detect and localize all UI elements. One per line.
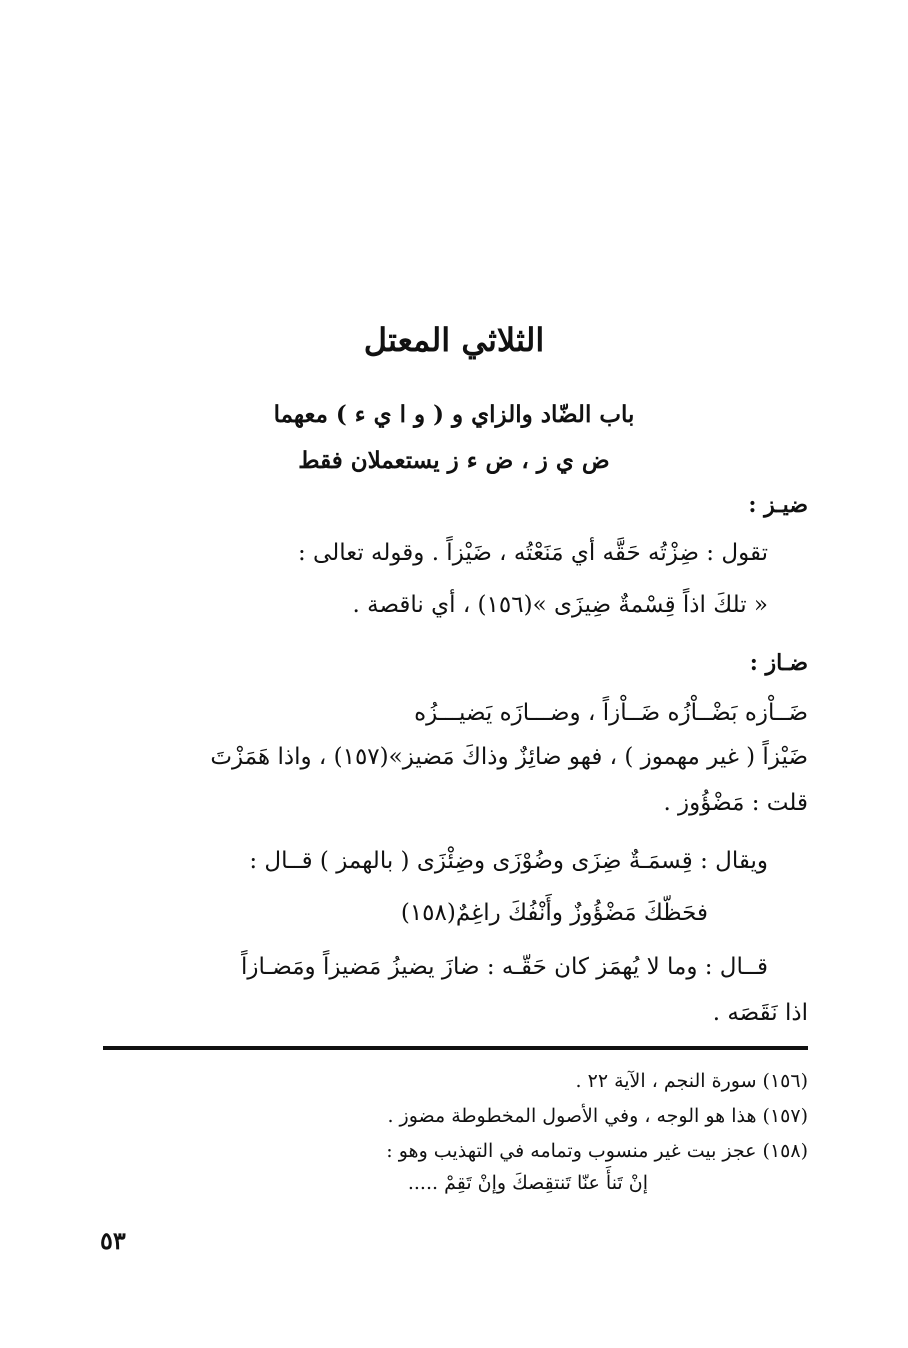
- entry-line: ضَــاْزه بَضْــاْزُه ضَــاْزاً ، وضـــازَه يَضيـــزُه: [414, 700, 808, 726]
- entry-line: « تلكَ اذاً قِسْمةٌ ضِيزَى »(١٥٦) ، أي ناقصة .: [352, 592, 768, 618]
- entry-line: اذا نَقَصَه .: [712, 1000, 808, 1026]
- footnote-158: (١٥٨) عجز بيت غير منسوب وتمامه في التهذيب وهو :: [386, 1140, 808, 1162]
- entry-line: ضَيْزاً ( غير مهموز ) ، فهو ضائِزٌ وذاكَ مَضيز»(١٥٧) ، واذا هَمَزْتَ: [210, 744, 808, 770]
- headword-daz: ضـاز :: [749, 650, 808, 676]
- footnote-157: (١٥٧) هذا هو الوجه ، وفي الأصول المخطوطة مضوز .: [387, 1105, 808, 1127]
- entry-line: قلت : مَضْؤُوز .: [663, 790, 808, 816]
- footnote-divider: [103, 1046, 808, 1050]
- section-subtitle: ض ي ز ، ض ء ز يستعملان فقط: [298, 447, 610, 474]
- entry-line: ويقال : قِسمَـةٌ ضِزَى وضُوْزَى وضِئْزَى ( بالهمز ) قــال :: [249, 848, 768, 874]
- entry-line: تقول : ضِزْتُه حَقَّه أي مَنَعْتُه ، ضَيْزاً . وقوله تعالى :: [298, 540, 768, 566]
- page-number: ٥٣: [100, 1226, 126, 1255]
- footnote-158-verse: إنْ تَنأَ عنّا تَنتقِصكَ وإنْ تَقِمْ .....: [407, 1172, 648, 1194]
- section-title: باب الضّاد والزاي و ( و ا ي ء ) معهما: [273, 401, 635, 428]
- chapter-title: الثلاثي المعتل: [363, 321, 545, 359]
- entry-line: قــال : وما لا يُهمَز كان حَقّـه : ضازَ يضيزُ مَضيزاً ومَضـازاً: [241, 954, 768, 980]
- footnote-156: (١٥٦) سورة النجم ، الآية ٢٢ .: [575, 1070, 808, 1092]
- headword-dayz: ضيـز :: [748, 492, 808, 518]
- verse-line: فحَظّكَ مَضْؤُوزٌ وأَنْفُكَ راغِمٌ(١٥٨): [400, 900, 708, 926]
